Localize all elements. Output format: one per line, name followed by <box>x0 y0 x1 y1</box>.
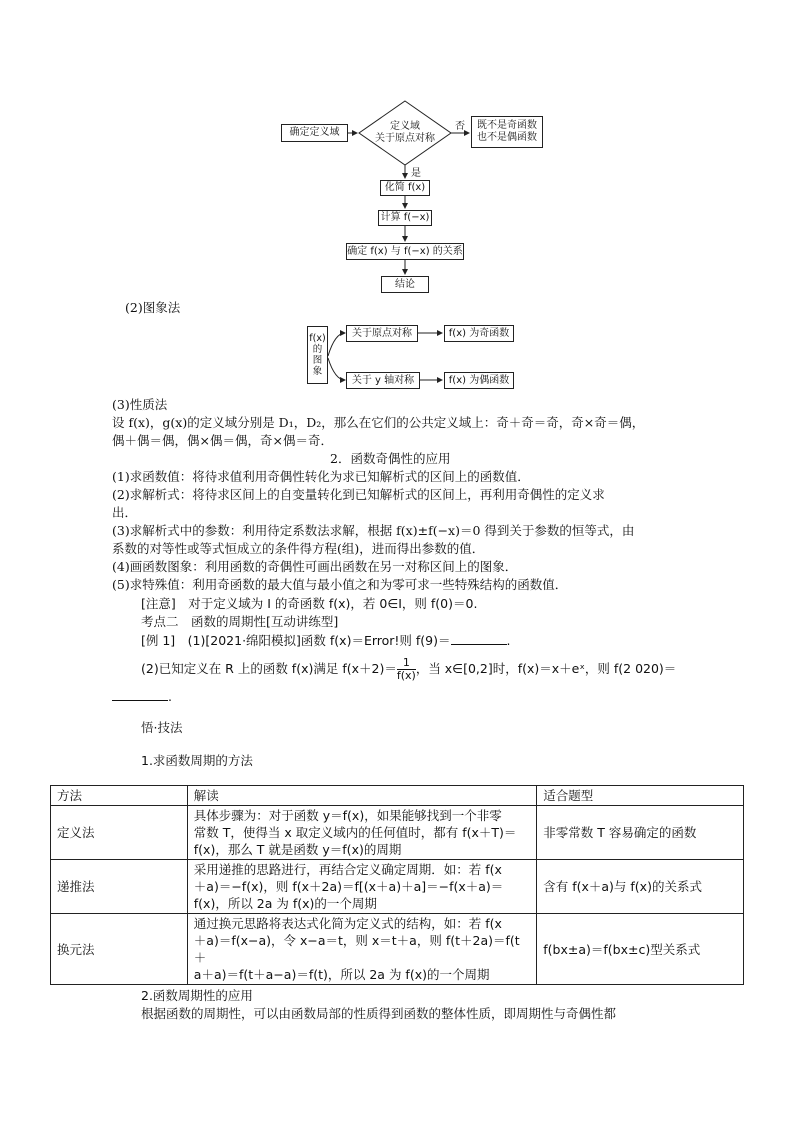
prop-line2: 偶＋偶＝偶，偶×偶＝偶，奇×偶＝奇． <box>112 433 333 448</box>
graph-branch2-result-label: f(x) 为偶函数 <box>448 374 510 386</box>
header-type: 适合题型 <box>537 786 744 806</box>
example-1 <box>141 632 511 649</box>
row-method: 换元法 <box>51 914 188 985</box>
example-2-answer <box>112 688 172 705</box>
row-type: 含有 f(x＋a)与 f(x)的关系式 <box>537 860 744 914</box>
flow-step3-box <box>346 243 464 260</box>
app-2a: (2)求解析式：将待求区间上的自变量转化到已知解析式的区间上，再利用奇偶性的定义求 <box>112 487 605 502</box>
wu-jifa: 悟·技法 <box>141 720 183 735</box>
row-method: 递推法 <box>51 860 188 914</box>
graph-method-heading: (2)图象法 <box>125 300 181 315</box>
row-explain <box>187 860 536 914</box>
flow-end-label: 结论 <box>395 278 415 290</box>
row-explain-line: ＋a)＝f(x−a)，令 x−a＝t，则 x＝t＋a，则 f(t＋2a)＝f(t＋ <box>193 933 520 965</box>
row-explain-line: ＋a)＝−f(x)，则 f(x＋2a)＝f[(x＋a)＋a]＝−f(x＋a)＝ <box>193 879 504 894</box>
app-2b: 出． <box>112 505 138 520</box>
flow-no-result-line2: 也不是偶函数 <box>477 132 537 143</box>
example-2-post: ，当 x∈[0,2]时，f(x)＝x＋eˣ，则 f(2 020)＝ <box>415 661 677 676</box>
row-explain-line: f(x)，那么 T 就是函数 y＝f(x)的周期 <box>193 842 402 857</box>
graph-source-box <box>307 326 328 384</box>
row-explain <box>187 806 536 860</box>
row-type: 非零常数 T 容易确定的函数 <box>537 806 744 860</box>
flow-no-result-box <box>471 116 543 148</box>
fraction-den: f(x) <box>396 669 416 682</box>
example-1-period: . <box>506 633 511 648</box>
header-explain: 解读 <box>187 786 536 806</box>
flow-step3-label: 确定 f(x) 与 f(−x) 的关系 <box>347 245 463 257</box>
row-explain <box>187 914 536 985</box>
flow-end-box <box>381 276 429 293</box>
usage-title: 2.函数周期性的应用 <box>141 988 253 1003</box>
row-explain-line: 采用递推的思路进行，再结合定义确定周期．如：若 f(x <box>193 862 502 877</box>
graph-branch1-result-label: f(x) 为奇函数 <box>448 327 510 339</box>
answer-blank-2[interactable] <box>112 688 168 701</box>
graph-branch2-box <box>346 372 420 389</box>
graph-source-line1: f(x) <box>309 333 326 344</box>
note: [注意] 对于定义域为 I 的奇函数 f(x)，若 0∈I，则 f(0)＝0. <box>141 596 478 611</box>
flow-decision <box>370 115 440 151</box>
table-header-row <box>51 786 744 806</box>
flow-step2-label: 计算 f(−x) <box>380 212 430 223</box>
prop-line1: 设 f(x)，g(x)的定义域分别是 D₁，D₂，那么在它们的公共定义域上：奇＋奇＝奇，奇×奇＝偶， <box>112 415 645 430</box>
app-5: (5)求特殊值：利用奇函数的最大值与最小值之和为零可求一些特殊结构的函数值． <box>112 577 568 592</box>
graph-branch1-result-box <box>444 325 514 342</box>
answer-blank-1[interactable] <box>451 632 507 645</box>
app-4: (4)画函数图象：利用函数的奇偶性可画出函数在另一对称区间上的图象． <box>112 559 518 574</box>
flow-step2-box <box>378 210 432 226</box>
fraction <box>397 657 416 682</box>
row-explain-line: a＋a)＝f(t＋a−a)＝f(t)，所以 2a 为 f(x)的一个周期 <box>193 967 490 982</box>
graph-branch1-label: 关于原点对称 <box>352 327 412 339</box>
example-2-pre: (2)已知定义在 R 上的函数 f(x)满足 f(x＋2)＝ <box>141 661 397 676</box>
flow-decision-line1: 定义域 <box>390 121 420 132</box>
section2-title: 2．函数奇偶性的应用 <box>330 451 451 466</box>
row-explain-line: 具体步骤为：对于函数 y＝f(x)，如果能够找到一个非零 <box>193 808 502 823</box>
row-explain-line: 常数 T，使得当 x 取定义域内的任何值时，都有 f(x＋T)＝ <box>193 825 517 840</box>
row-explain-line: 通过换元思路将表达式化简为定义式的结构，如：若 f(x <box>193 916 502 931</box>
flow-step1-box <box>380 180 430 196</box>
prop-heading: (3)性质法 <box>112 397 168 412</box>
flow-start-box <box>281 124 348 142</box>
example-2-period: . <box>168 689 172 704</box>
flow-step1-label: 化简 f(x) <box>384 182 426 193</box>
app-3b: 系数的对等性或等式恒成立的条件得方程(组)，进而得出参数的值． <box>112 541 485 556</box>
graph-source-line4: 象 <box>312 366 323 377</box>
period-methods-table <box>50 785 744 985</box>
row-explain-line: f(x)，所以 2a 为 f(x)的一个周期 <box>193 896 377 911</box>
kaodian-title: 考点二 函数的周期性[互动讲练型] <box>141 614 339 629</box>
graph-source-line3: 图 <box>312 355 323 366</box>
table-row <box>51 860 744 914</box>
fraction-num: 1 <box>397 657 416 670</box>
method-title: 1.求函数周期的方法 <box>141 753 253 768</box>
example-2 <box>141 657 676 682</box>
graph-branch2-result-box <box>444 372 514 389</box>
graph-branch1-box <box>346 325 418 342</box>
flow-no-result-line1: 既不是奇函数 <box>477 120 537 131</box>
table-row <box>51 806 744 860</box>
graph-branch2-label: 关于 y 轴对称 <box>351 374 415 386</box>
app-3a: (3)求解析式中的参数：利用待定系数法求解，根据 f(x)±f(−x)＝0 得到关于参数的恒等式，由 <box>112 523 635 538</box>
table-row <box>51 914 744 985</box>
flow-yes-label: 是 <box>411 168 421 179</box>
example-1-text: [例 1] (1)[2021·绵阳模拟]函数 f(x)＝Error!则 f(9)＝ <box>141 633 451 648</box>
row-method: 定义法 <box>51 806 188 860</box>
flow-no-label: 否 <box>455 121 465 132</box>
usage-line: 根据函数的周期性，可以由函数局部的性质得到函数的整体性质，即周期性与奇偶性都 <box>141 1006 617 1021</box>
row-type: f(bx±a)＝f(bx±c)型关系式 <box>537 914 744 985</box>
flow-start-label: 确定定义域 <box>289 127 340 138</box>
flow-decision-line2: 关于原点对称 <box>375 133 435 144</box>
graph-source-line2: 的 <box>312 344 323 355</box>
app-1: (1)求函数值：将待求值利用奇偶性转化为求已知解析式的区间上的函数值． <box>112 469 530 484</box>
header-method: 方法 <box>51 786 188 806</box>
